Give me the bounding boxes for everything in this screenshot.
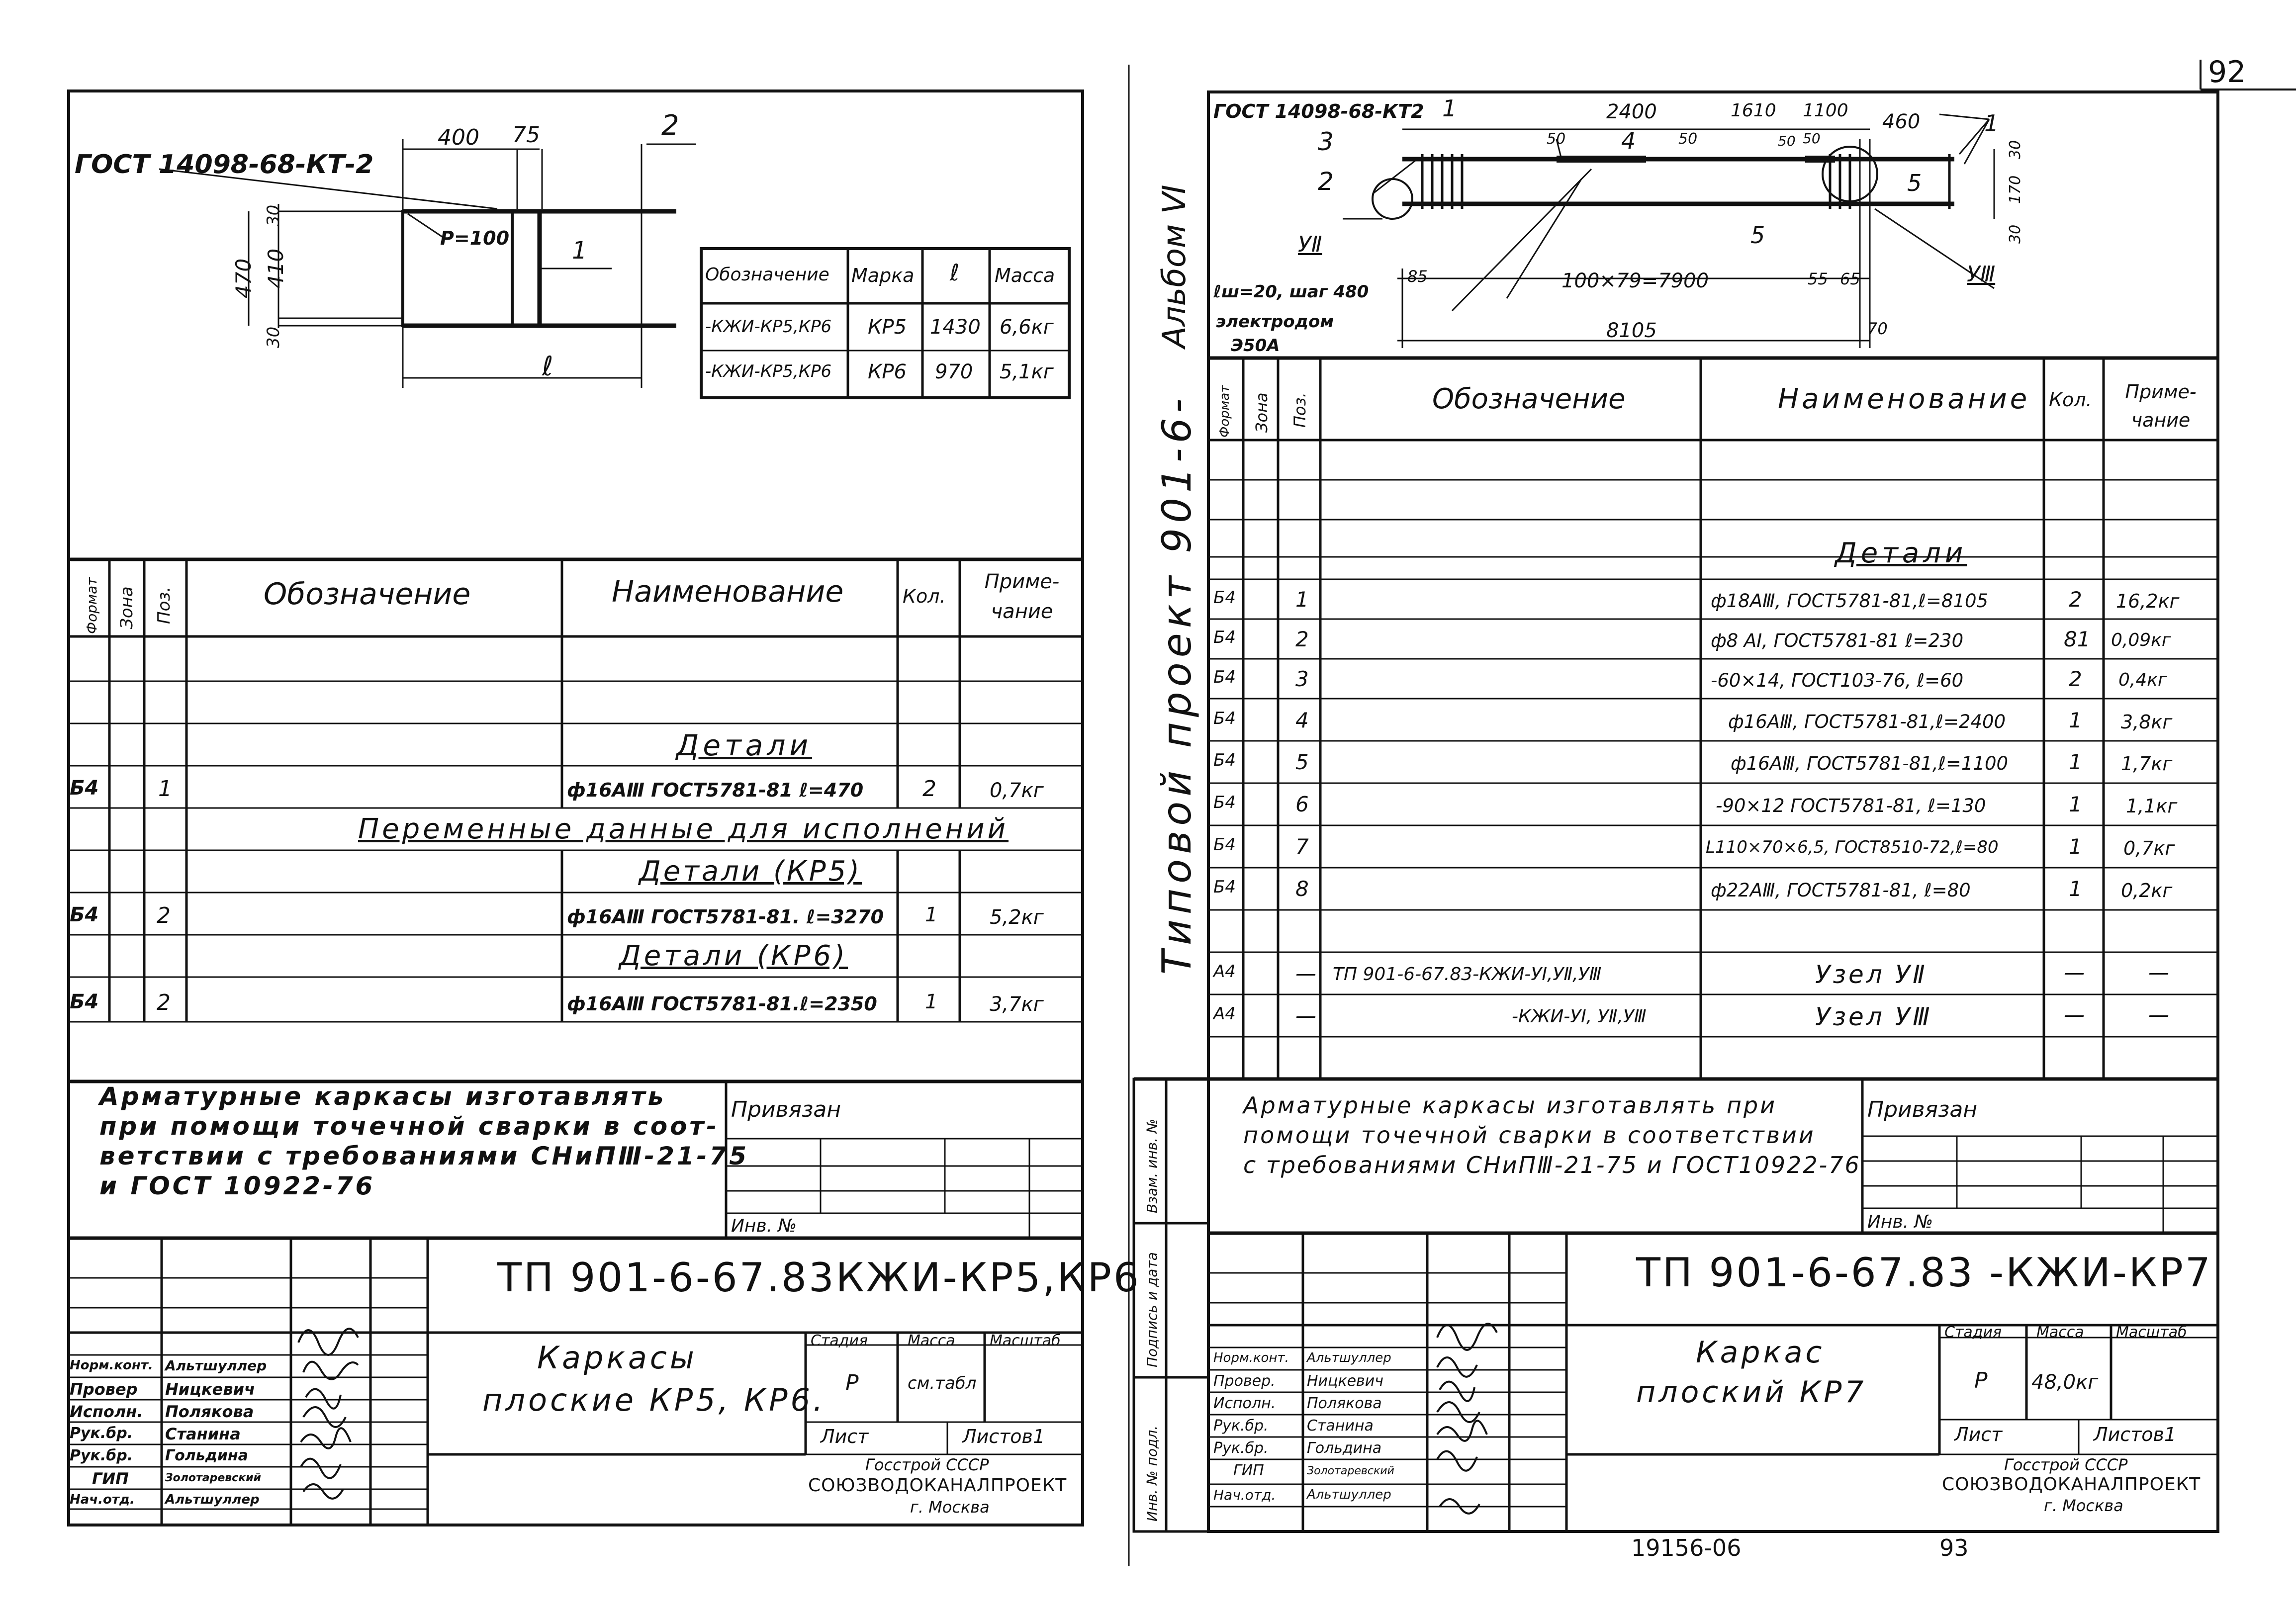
org-line: СОЮЗВОДОКАНАЛПРОЕКТ: [1942, 1474, 2201, 1495]
node-row-name: Узел УⅢ: [1815, 1002, 1932, 1031]
dim-410: 410: [264, 248, 288, 288]
node-y2: УⅡ: [1298, 232, 1322, 257]
mass-table-header: Марка: [851, 265, 915, 286]
signer-name: Полякова: [1307, 1395, 1382, 1412]
spec-row-note: 5,2кг: [990, 906, 1044, 929]
spec-row-note: 0,2кг: [2121, 880, 2173, 901]
doc-code: ТП 901-6-67.83 -КЖИ-КР7: [1636, 1250, 2212, 1296]
spec-row-note: 0,09кг: [2111, 630, 2171, 650]
dim-70: 70: [1867, 319, 1888, 338]
signer-role: Рук.бр.: [1213, 1417, 1269, 1435]
dim-75: 75: [512, 122, 540, 148]
signer-role: Провер.: [1213, 1372, 1276, 1390]
dim-50d: 50: [1803, 130, 1821, 147]
dim-3: 3: [1318, 127, 1334, 156]
node-row-pos: —: [1295, 1003, 1316, 1028]
dim-2: 2: [661, 109, 679, 142]
spec-row-note: 16,2кг: [2116, 590, 2180, 612]
dim-50b: 50: [1678, 130, 1698, 148]
spec-row-pos: 2: [157, 903, 171, 928]
node-row-note: —: [2148, 1002, 2169, 1027]
signer-role: Рук.бр.: [70, 1425, 133, 1442]
spec-row-note: 0,7кг: [2123, 837, 2175, 859]
dim-2-right: 2: [1318, 167, 1334, 196]
title-line: плоские КР5, КР6.: [482, 1382, 826, 1418]
mass-table-cell: КР5: [868, 316, 907, 339]
spec-row-qty: 1: [2069, 750, 2082, 774]
spec-row-note: 3,8кг: [2121, 711, 2173, 733]
mass-table-cell: -КЖИ-КР5,КР6: [705, 317, 832, 337]
spec-row-name: ф16АⅢ, ГОСТ5781-81,ℓ=1100: [1731, 753, 2009, 774]
mass-table-cell: -КЖИ-КР5,КР6: [705, 361, 832, 381]
spec-row-qty: 1: [925, 903, 938, 926]
gost-label-right: ГОСТ 14098-68-КТ2: [1213, 100, 1424, 122]
spec-row-format: Б4: [70, 903, 99, 926]
spec-row-note: 0,4кг: [2118, 670, 2167, 690]
dim-85: 85: [1407, 267, 1428, 286]
spec-row-pos: 2: [157, 990, 171, 1015]
note-line: Арматурные каркасы изготавлять при: [1243, 1092, 1777, 1119]
spec-row-name: ф18АⅢ, ГОСТ5781-81,ℓ=8105: [1711, 590, 1989, 612]
spec-row-pos: 1: [1295, 587, 1309, 612]
signer-role: ГИП: [1233, 1462, 1264, 1479]
stamp-mass: см.табл: [908, 1373, 977, 1393]
spec-row-pos: 3: [1295, 667, 1309, 691]
node-row-note: —: [2148, 960, 2169, 985]
spec-row-name: ф16АⅢ ГОСТ5781-81 ℓ=470: [567, 779, 864, 801]
dim-30a: 30: [2007, 140, 2024, 159]
dim-30b: 30: [264, 326, 283, 348]
spec-header-name: Наименование: [1778, 383, 2030, 415]
signer-name: Альтшуллер: [165, 1357, 267, 1374]
spec-row-name: ф8 АⅠ, ГОСТ5781-81 ℓ=230: [1711, 630, 1964, 651]
dim-5b: 5: [1750, 222, 1765, 249]
spec-row-format: Б4: [1213, 877, 1236, 897]
title-line: Каркасы: [537, 1340, 697, 1376]
note-line: при помощи точечной сварки в соот-: [99, 1112, 720, 1141]
spec-row-note: 1,1кг: [2126, 795, 2178, 817]
gost-label: ГОСТ 14098-68-КТ-2: [75, 150, 374, 179]
dim-1100: 1100: [1803, 100, 1848, 121]
dim-30b: 30: [2007, 224, 2024, 244]
signer-name: Ницкевич: [1307, 1372, 1383, 1390]
dim-65: 65: [1840, 269, 1860, 288]
stamp-stage: Р: [845, 1370, 859, 1396]
spec-row-qty: 2: [2069, 667, 2082, 691]
dim-460: 460: [1882, 110, 1921, 133]
spec-row-note: 3,7кг: [990, 993, 1044, 1016]
stamp-scale-header: Масштаб: [2116, 1324, 2187, 1341]
weld-note: Э50А: [1231, 336, 1280, 356]
signer-name: Золотаревский: [165, 1472, 261, 1484]
signer-name: Альтшуллер: [1307, 1487, 1391, 1502]
org-line: Госстрой СССР: [2004, 1455, 2128, 1474]
spec-row-qty: 2: [922, 776, 936, 802]
signer-role: ГИП: [92, 1469, 129, 1488]
signer-role: Рук.бр.: [70, 1447, 133, 1464]
spec-row-qty: 81: [2064, 627, 2091, 651]
spec-row-name: -90×12 ГОСТ5781-81, ℓ=130: [1716, 795, 1986, 816]
project-label: Типовой проект 901-6-: [1154, 393, 1200, 975]
node-row-format: А4: [1213, 962, 1236, 982]
spec-row-qty: 2: [2069, 587, 2082, 612]
privyazan-label: Привязан: [731, 1097, 841, 1122]
spec-row-name: ф16АⅢ, ГОСТ5781-81,ℓ=2400: [1728, 711, 2006, 732]
side-label-podpis: Подпись и дата: [1144, 1252, 1160, 1367]
signer-name: Ницкевич: [165, 1380, 255, 1399]
dim-55: 55: [1808, 269, 1828, 288]
org-line: г. Москва: [910, 1498, 990, 1517]
spec-header-qty: Кол.: [2049, 389, 2092, 411]
mass-table-cell: 1430: [930, 316, 981, 339]
dim-5a: 5: [1907, 170, 1922, 196]
stamp-mass: 48,0кг: [2031, 1371, 2099, 1394]
mass-table-cell: 970: [935, 360, 973, 383]
node-y3: УⅢ: [1967, 262, 1996, 287]
dim-4: 4: [1621, 127, 1636, 154]
footer-page: 93: [1939, 1534, 1969, 1561]
dim-50c: 50: [1778, 133, 1796, 149]
signer-name: Гольдина: [165, 1447, 248, 1464]
spec-row-note: 1,7кг: [2121, 753, 2173, 775]
node-row-designation: -КЖИ-УⅠ, УⅡ,УⅢ: [1512, 1006, 1647, 1027]
note-line: ветствии с требованиями СНиПⅢ-21-75: [99, 1142, 749, 1170]
node-row-name: Узел УⅡ: [1815, 960, 1928, 989]
spec-row-format: Б4: [1213, 709, 1236, 728]
spec-header-name: Наименование: [612, 574, 844, 609]
dim-1-right: 1: [1984, 110, 1999, 137]
spec-row-name: -60×14, ГОСТ103-76, ℓ=60: [1711, 670, 1964, 691]
doc-code: ТП 901-6-67.83КЖИ-КР5,КР6: [497, 1255, 1141, 1301]
signer-role: Провер: [70, 1380, 138, 1399]
section-details: Детали: [676, 728, 813, 762]
stamp-stage-header: Стадия: [1944, 1324, 2002, 1341]
album-label: Альбом Ⅵ: [1156, 184, 1193, 348]
weld-note: ℓш=20, шаг 480: [1213, 282, 1369, 302]
node-row-pos: —: [1295, 961, 1316, 986]
spec-row-qty: 1: [2069, 877, 2082, 901]
signer-name: Гольдина: [1307, 1439, 1382, 1457]
spec-header-zone: Зона: [117, 586, 137, 629]
dim-30a: 30: [264, 204, 283, 226]
dim-170: 170: [2007, 175, 2024, 204]
signer-name: Альтшуллер: [165, 1492, 260, 1507]
spec-header-zone: Зона: [1252, 392, 1271, 433]
node-row-qty: —: [2064, 1002, 2085, 1027]
spec-row-format: Б4: [1213, 628, 1236, 647]
weld-note: электродом: [1216, 312, 1334, 332]
mass-table-cell: 5,1кг: [1000, 360, 1054, 383]
spec-row-format: Б4: [1213, 667, 1236, 687]
org-line: Госстрой СССР: [865, 1455, 989, 1474]
spec-row-qty: 1: [2069, 708, 2082, 732]
title-line: плоский КР7: [1636, 1375, 1867, 1410]
mass-table-cell: КР6: [868, 360, 907, 383]
signer-name: Станина: [165, 1425, 241, 1443]
spec-row-format: Б4: [70, 990, 99, 1013]
spec-row-format: Б4: [1213, 793, 1236, 812]
spec-header-format: Формат: [1217, 385, 1232, 438]
signer-role: Нач.отд.: [70, 1492, 135, 1507]
spec-row-pos: 2: [1295, 627, 1309, 651]
spec-row-format: Б4: [70, 777, 99, 800]
mass-table-cell: 6,6кг: [1000, 316, 1054, 339]
mass-table-header: ℓ: [950, 259, 960, 286]
signer-name: Полякова: [165, 1402, 254, 1421]
spec-header-qty: Кол.: [903, 585, 946, 607]
dim-p: Р=100: [440, 227, 510, 249]
dim-50a: 50: [1547, 130, 1566, 148]
stamp-mass-header: Масса: [2036, 1324, 2084, 1341]
spec-row-qty: 1: [2069, 834, 2082, 859]
spec-row-format: Б4: [1213, 588, 1236, 608]
dim-400: 400: [438, 125, 479, 150]
section-kr6: Детали (КР6): [619, 940, 848, 972]
dim-l: ℓ: [542, 351, 553, 382]
stamp-stage-header: Стадия: [811, 1332, 868, 1349]
note-line: Арматурные каркасы изготавлять: [99, 1082, 666, 1111]
note-line: помощи точечной сварки в соответствии: [1243, 1122, 1816, 1149]
stamp-sheets: Листов1: [2094, 1424, 2177, 1445]
spec-row-name: ф16АⅢ ГОСТ5781-81.ℓ=2350: [567, 993, 877, 1015]
org-line: г. Москва: [2044, 1496, 2123, 1515]
node-row-qty: —: [2064, 960, 2085, 985]
spec-row-pos: 7: [1295, 834, 1309, 859]
privyazan-label: Привязан: [1867, 1097, 1978, 1122]
note-line: с требованиями СНиПⅢ-21-75 и ГОСТ10922-76: [1243, 1152, 1861, 1178]
spec-row-qty: 1: [2069, 792, 2082, 816]
spec-header-designation: Обозначение: [264, 577, 471, 612]
spec-row-name: ф16АⅢ ГОСТ5781-81. ℓ=3270: [567, 906, 884, 928]
signer-name: Альтшуллер: [1307, 1350, 1391, 1365]
spec-row-pos: 6: [1295, 792, 1309, 816]
node-row-format: А4: [1213, 1004, 1236, 1024]
signer-role: Исполн.: [1213, 1395, 1276, 1412]
spec-row-qty: 1: [925, 990, 938, 1013]
dim-1610: 1610: [1731, 100, 1776, 121]
section-details: Детали: [1835, 537, 1967, 569]
inv-label: Инв. №: [1867, 1212, 1933, 1232]
title-line: Каркас: [1696, 1335, 1825, 1370]
footer-number: 19156-06: [1631, 1534, 1742, 1561]
stamp-scale-header: Масштаб: [990, 1332, 1061, 1349]
spec-header-note: Приме-чание: [2125, 381, 2197, 431]
dim-8105: 8105: [1606, 319, 1657, 342]
spec-row-pos: 1: [158, 776, 172, 802]
side-label-inv: Инв. № подл.: [1144, 1425, 1160, 1522]
spec-header-note: Приме-чание: [984, 570, 1060, 623]
spec-header-format: Формат: [84, 577, 100, 634]
spec-row-pos: 5: [1295, 750, 1309, 774]
inv-label: Инв. №: [731, 1216, 797, 1236]
spec-row-format: Б4: [1213, 835, 1236, 855]
spec-row-name: ф22АⅢ, ГОСТ5781-81, ℓ=80: [1711, 880, 1971, 901]
mass-table-header: Масса: [995, 265, 1055, 286]
spec-row-pos: 4: [1295, 708, 1309, 732]
spec-row-format: Б4: [1213, 750, 1236, 770]
dim-2400: 2400: [1606, 100, 1657, 123]
signer-role: Нач.отд.: [1213, 1487, 1276, 1503]
side-label-vzam: Взам. инв. №: [1144, 1118, 1160, 1213]
signer-role: Рук.бр.: [1213, 1439, 1269, 1457]
signer-role: Норм.конт.: [1213, 1350, 1289, 1365]
node-row-designation: ТП 901-6-67.83-КЖИ-УⅠ,УⅡ,УⅢ: [1333, 964, 1602, 985]
page-corner-number: 92: [2208, 55, 2246, 90]
dim-1-top: 1: [1442, 95, 1457, 122]
stamp-sheets: Листов1: [962, 1426, 1045, 1447]
dim-470: 470: [231, 258, 256, 298]
signer-name: Станина: [1307, 1417, 1374, 1435]
stamp-mass-header: Масса: [908, 1332, 955, 1349]
signer-name: Золотаревский: [1307, 1465, 1394, 1477]
spec-header-pos: Поз.: [1290, 392, 1309, 428]
spec-row-note: 0,7кг: [990, 779, 1044, 802]
signer-role: Норм.конт.: [70, 1358, 153, 1373]
spec-row-name: L110×70×6,5, ГОСТ8510-72,ℓ=80: [1706, 837, 1999, 857]
mass-table-header: Обозначение: [705, 265, 829, 285]
stamp-sheet: Лист: [821, 1426, 869, 1447]
stamp-stage: Р: [1974, 1368, 1988, 1393]
spec-header-designation: Обозначение: [1432, 383, 1626, 415]
variable-data-title: Переменные данные для исполнений: [358, 813, 1009, 845]
stamp-sheet: Лист: [1954, 1424, 2003, 1445]
dim-sequence: 100×79=7900: [1561, 269, 1709, 292]
spec-row-pos: 8: [1295, 877, 1309, 901]
signer-role: Исполн.: [70, 1402, 143, 1421]
note-line: и ГОСТ 10922-76: [99, 1171, 375, 1200]
org-line: СОЮЗВОДОКАНАЛПРОЕКТ: [808, 1475, 1067, 1496]
spec-header-pos: Поз.: [154, 586, 174, 624]
section-kr5: Детали (КР5): [639, 855, 862, 888]
dim-1: 1: [572, 237, 587, 265]
